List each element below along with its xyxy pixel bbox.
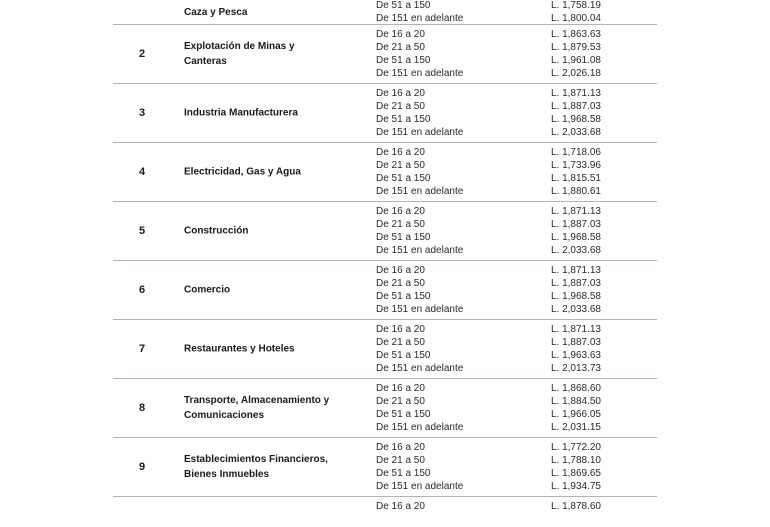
- employee-range: De 21 a 50: [376, 160, 425, 172]
- range-line: [376, 395, 601, 408]
- employee-range: De 16 a 20: [376, 442, 425, 453]
- salary-amount: L. 2,026.18: [550, 68, 601, 80]
- range-line: [376, 28, 601, 41]
- salary-amount: L. 1,878.60: [550, 501, 601, 512]
- salary-amount: L. 1,968.58: [550, 232, 601, 244]
- salary-amount: L. 1,961.08: [550, 55, 601, 67]
- row-number: 3: [139, 107, 146, 119]
- range-line: [376, 303, 601, 316]
- sector-name: Restaurantes y Hoteles: [184, 343, 295, 355]
- employee-range: De 16 a 20: [376, 501, 425, 512]
- employee-range: De 151 en adelante: [376, 481, 464, 493]
- range-line: [376, 500, 601, 513]
- salary-amount: L. 1,871.13: [550, 206, 601, 217]
- table-row: [113, 320, 657, 379]
- row-number: 8: [139, 402, 146, 414]
- employee-range: De 51 a 150: [376, 350, 431, 362]
- salary-amount: L. 1,733.96: [550, 160, 601, 172]
- range-list: [376, 441, 601, 493]
- employee-range: De 51 a 150: [376, 0, 431, 11]
- range-line: [376, 231, 601, 244]
- employee-range: De 151 en adelante: [376, 13, 464, 25]
- sector-name: Transporte, Almacenamiento y Comunicaciones: [184, 395, 330, 421]
- range-line: [376, 467, 601, 480]
- salary-amount: L. 2,033.68: [550, 245, 601, 257]
- range-line: [376, 126, 601, 139]
- range-line: [376, 264, 601, 277]
- salary-amount: L. 1,887.03: [550, 101, 601, 113]
- range-line: [376, 421, 601, 434]
- range-line: [376, 277, 601, 290]
- employee-range: De 21 a 50: [376, 337, 425, 349]
- employee-range: De 151 en adelante: [376, 304, 464, 316]
- employee-range: De 51 a 150: [376, 55, 431, 67]
- salary-amount: L. 1,772.20: [550, 442, 601, 453]
- employee-range: De 16 a 20: [376, 265, 425, 276]
- range-list: [376, 0, 601, 25]
- employee-range: De 151 en adelante: [376, 363, 464, 375]
- employee-range: De 16 a 20: [376, 147, 425, 158]
- range-line: [376, 480, 601, 493]
- range-line: [376, 0, 601, 12]
- employee-range: De 21 a 50: [376, 42, 425, 54]
- salary-amount: L. 1,884.50: [550, 396, 601, 408]
- salary-table: [113, 0, 657, 527]
- row-number: 2: [139, 48, 146, 60]
- range-line: [376, 146, 601, 159]
- range-line: [376, 244, 601, 257]
- table-row: [113, 202, 657, 261]
- range-line: [376, 185, 601, 198]
- range-list: [376, 87, 601, 139]
- employee-range: De 151 en adelante: [376, 68, 464, 80]
- salary-amount: L. 1,868.60: [550, 383, 601, 394]
- salary-amount: L. 1,887.03: [550, 337, 601, 349]
- range-list: [376, 264, 601, 316]
- salary-amount: L. 2,031.15: [550, 422, 601, 434]
- employee-range: De 51 a 150: [376, 173, 431, 185]
- range-list: [376, 205, 601, 257]
- employee-range: De 16 a 20: [376, 383, 425, 394]
- range-line: [376, 454, 601, 467]
- employee-range: De 51 a 150: [376, 114, 431, 126]
- range-line: [376, 67, 601, 80]
- salary-amount: L. 1,871.13: [550, 265, 601, 276]
- range-list: [376, 28, 601, 80]
- range-line: [376, 100, 601, 113]
- employee-range: De 21 a 50: [376, 101, 425, 113]
- salary-amount: L. 1,788.10: [550, 455, 601, 467]
- salary-amount: L. 1,880.61: [550, 186, 601, 198]
- range-line: [376, 382, 601, 395]
- sector-name: Caza y Pesca: [184, 7, 248, 18]
- employee-range: De 16 a 20: [376, 324, 425, 335]
- range-line: [376, 441, 601, 454]
- salary-amount: L. 2,033.68: [550, 304, 601, 316]
- employee-range: De 51 a 150: [376, 468, 431, 480]
- salary-amount: L. 1,718.06: [550, 147, 601, 158]
- range-line: [376, 172, 601, 185]
- row-number: 4: [139, 166, 146, 178]
- range-list: [376, 146, 601, 198]
- salary-amount: L. 1,968.58: [550, 114, 601, 126]
- table-row: [113, 25, 657, 84]
- salary-amount: L. 1,871.13: [550, 324, 601, 335]
- salary-amount: L. 1,887.03: [550, 278, 601, 290]
- salary-amount: L. 2,033.68: [550, 127, 601, 139]
- employee-range: De 151 en adelante: [376, 127, 464, 139]
- row-number: 7: [139, 343, 146, 355]
- employee-range: De 21 a 50: [376, 278, 425, 290]
- range-line: [376, 336, 601, 349]
- employee-range: De 151 en adelante: [376, 186, 464, 198]
- employee-range: De 151 en adelante: [376, 245, 464, 257]
- salary-amount: L. 1,879.53: [550, 42, 601, 54]
- table-row: [113, 0, 657, 25]
- employee-range: De 21 a 50: [376, 396, 425, 408]
- range-line: [376, 408, 601, 421]
- salary-amount: L. 1,869.65: [550, 468, 601, 480]
- range-list: [376, 500, 601, 513]
- employee-range: De 151 en adelante: [376, 422, 464, 434]
- range-line: [376, 12, 601, 25]
- table-row: [113, 143, 657, 202]
- range-line: [376, 323, 601, 336]
- range-line: [376, 290, 601, 303]
- sector-name: Comercio: [184, 284, 231, 296]
- range-line: [376, 205, 601, 218]
- sector-name: Electricidad, Gas y Agua: [184, 166, 301, 178]
- salary-amount: L. 2,013.73: [550, 363, 601, 375]
- employee-range: De 21 a 50: [376, 455, 425, 467]
- employee-range: De 51 a 150: [376, 291, 431, 303]
- salary-amount: L. 1,758.19: [550, 0, 601, 11]
- sector-name: Industria Manufacturera: [184, 107, 298, 119]
- table-row: [113, 438, 657, 497]
- range-line: [376, 362, 601, 375]
- salary-amount: L. 1,863.63: [550, 29, 601, 40]
- range-line: [376, 349, 601, 362]
- row-number: 6: [139, 284, 146, 296]
- range-list: [376, 323, 601, 375]
- range-list: [376, 382, 601, 434]
- row-number: 5: [139, 225, 146, 237]
- employee-range: De 16 a 20: [376, 29, 425, 40]
- salary-amount: L. 1,887.03: [550, 219, 601, 231]
- sector-name: Explotación de Minas y Canteras: [184, 41, 295, 67]
- range-line: [376, 218, 601, 231]
- sector-name: Establecimientos Financieros, Bienes Inmuebles: [184, 454, 328, 480]
- range-line: [376, 54, 601, 67]
- salary-amount: L. 1,968.58: [550, 291, 601, 303]
- table-row: [113, 261, 657, 320]
- table-row: [113, 497, 657, 527]
- employee-range: De 51 a 150: [376, 232, 431, 244]
- row-number: 9: [139, 461, 146, 473]
- salary-amount: L. 1,963.63: [550, 350, 601, 362]
- employee-range: De 51 a 150: [376, 409, 431, 421]
- range-line: [376, 87, 601, 100]
- sector-name: Construcción: [184, 225, 249, 237]
- table-row: [113, 84, 657, 143]
- range-line: [376, 113, 601, 126]
- salary-amount: L. 1,800.04: [550, 13, 601, 25]
- range-line: [376, 41, 601, 54]
- salary-amount: L. 1,934.75: [550, 481, 601, 493]
- salary-amount: L. 1,815.51: [550, 173, 601, 185]
- employee-range: De 16 a 20: [376, 206, 425, 217]
- employee-range: De 16 a 20: [376, 88, 425, 99]
- salary-amount: L. 1,966.05: [550, 409, 601, 421]
- table-row: [113, 379, 657, 438]
- salary-amount: L. 1,871.13: [550, 88, 601, 99]
- employee-range: De 21 a 50: [376, 219, 425, 231]
- range-line: [376, 159, 601, 172]
